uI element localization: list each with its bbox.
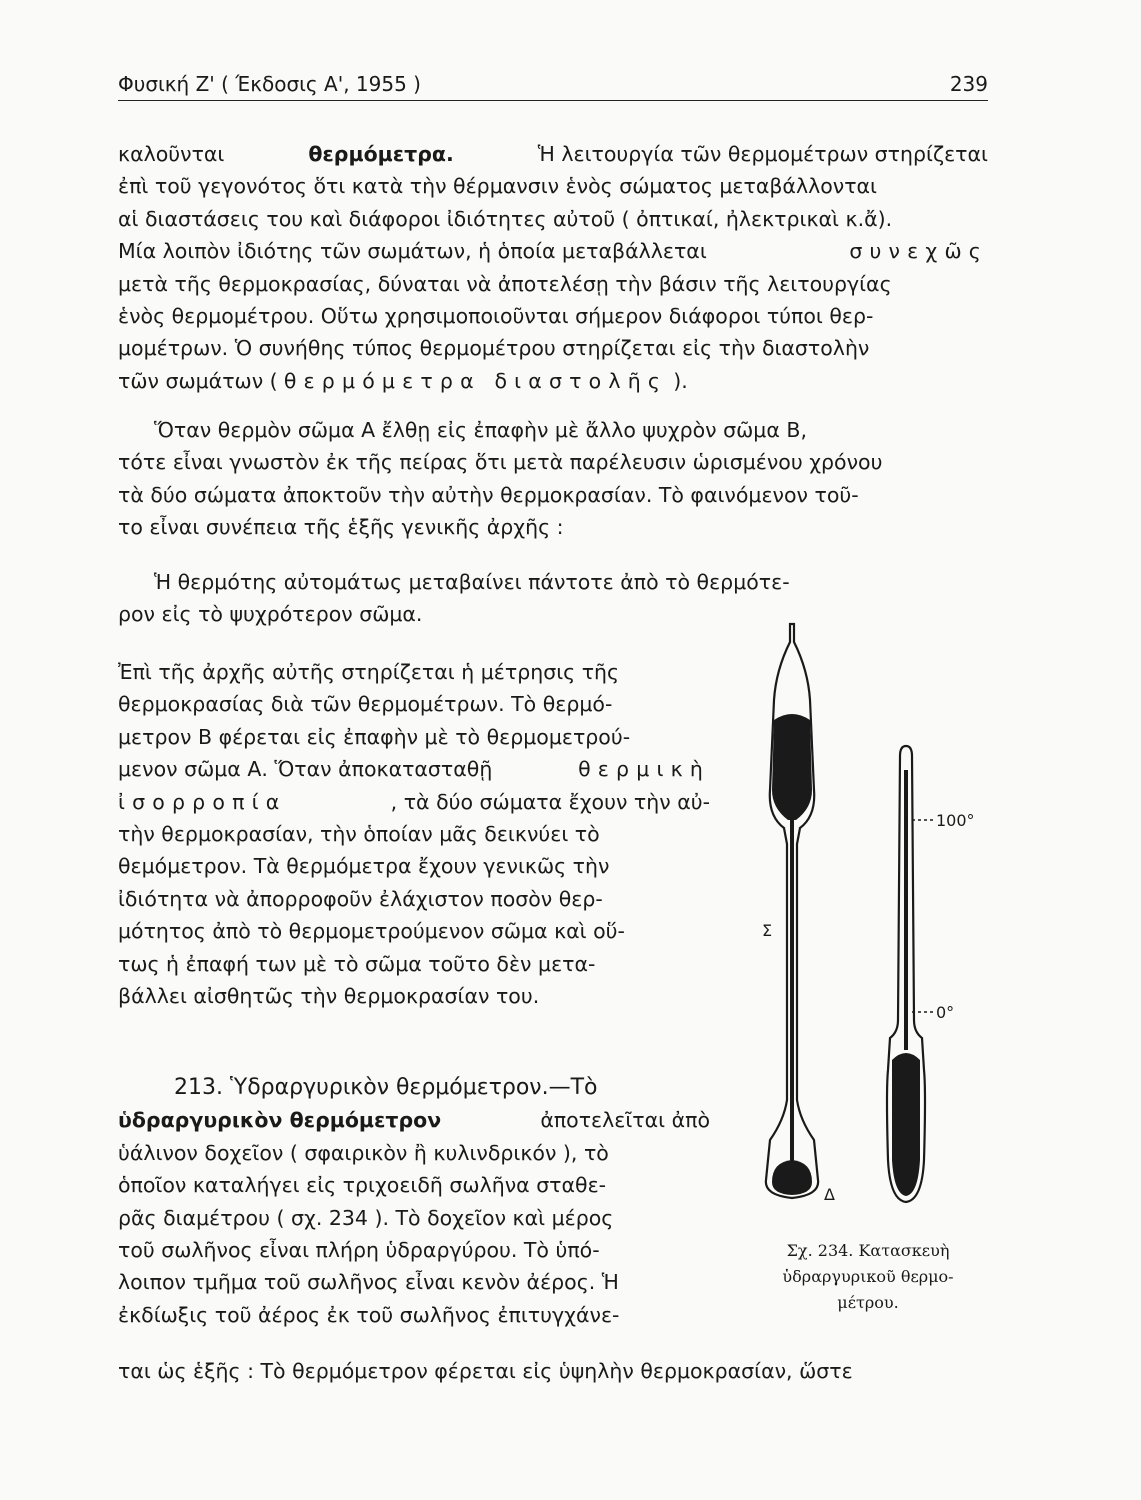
text-segment: ὑάλινον δοχεῖον ( σφαιρικὸν ἢ κυλινδρικόν ), τὸ (118, 1140, 609, 1165)
section-213-final-line (118, 1355, 988, 1387)
thermometer-figure (740, 620, 1000, 1260)
text-line (118, 138, 988, 170)
text-line (118, 479, 988, 511)
bold-term: θερμόμετρα. (308, 142, 454, 166)
label-sigma: Σ (762, 921, 773, 940)
text-line (118, 268, 988, 300)
text-segment: ἑνὸς θερμομέτρου. Οὕτω χρησιμοποιοῦνται σήμερον διάφοροι τύποι θερ- (118, 304, 874, 329)
text-line (118, 235, 988, 267)
scaled-bulb-mercury (892, 1053, 920, 1196)
text-line (118, 300, 988, 332)
paragraph-contact-bodies (118, 414, 988, 544)
text-segment: Ἡ θερμότης αὐτομάτως μεταβαίνει πάντοτε ἀπὸ τὸ θερμότε- (154, 570, 790, 594)
capillary-column (790, 820, 794, 1175)
spaced-term: ἰσορροπία (118, 789, 287, 814)
mark-100-label: 100° (936, 811, 975, 830)
upper-mercury (772, 714, 812, 820)
text-line (118, 721, 710, 753)
text-line (118, 414, 988, 446)
section-title: 213. Ὑδραργυρικὸν θερμόμετρον.—Τὸ (174, 1075, 598, 1100)
text-line (118, 850, 710, 882)
text-line (118, 203, 988, 235)
caption-line: ὑδραργυρικοῦ θερμο- (782, 1267, 954, 1286)
text-segment: τὴν θερμοκρασίαν, τὴν ὁποίαν μᾶς δεικνύει τὸ (118, 822, 600, 847)
text-segment: , τὰ δύο σώματα ἔχουν τὴν αὐ- (390, 789, 710, 814)
text-line (118, 818, 710, 850)
text-line (118, 446, 988, 478)
text-segment: τῶν σωμάτων ( (118, 368, 278, 393)
text-segment: τως ἡ ἐπαφή των μὲ τὸ σῶμα τοῦτο δὲν μετα- (118, 951, 596, 976)
text-line (118, 170, 988, 202)
text-line (118, 511, 988, 543)
text-line (118, 948, 710, 980)
text-segment: καλοῦνται (118, 142, 225, 166)
section-213 (118, 1072, 710, 1331)
text-segment: ). (673, 368, 688, 393)
bulb-mercury (772, 1160, 812, 1195)
text-segment: μότητος ἀπὸ τὸ θερμομετρούμενον σῶμα καὶ οὕ- (118, 919, 625, 944)
text-segment: τότε εἶναι γνωστὸν ἐκ τῆς πείρας ὅτι μετὰ παρέλευσιν ὡρισμένου χρόνου (118, 450, 883, 475)
text-segment: ἐκδίωξις τοῦ ἀέρος ἐκ τοῦ σωλῆνος ἐπιτυγχάνε- (118, 1302, 620, 1327)
spaced-term: συνεχῶς (849, 239, 988, 264)
scaled-column (904, 770, 908, 1050)
text-line (118, 566, 988, 598)
text-segment: τὰ δύο σώματα ἀποκτοῦν τὴν αὐτὴν θερμοκρασίαν. Τὸ φαινόμενον τοῦ- (118, 482, 859, 507)
text-line (118, 1202, 710, 1234)
text-segment: το εἶναι συνέπεια τῆς ἑξῆς γενικῆς ἀρχῆς : (118, 515, 564, 540)
text-line (118, 656, 710, 688)
text-line (118, 915, 710, 947)
text-segment: αἱ διαστάσεις του καὶ διάφοροι ἰδιότητες αὐτοῦ ( ὀπτικαί, ἠλεκτρικαὶ κ.ἄ). (118, 206, 893, 231)
text-segment: λοιπον τμῆμα τοῦ σωλῆνος εἶναι κενὸν ἀέρος. Ἡ (118, 1270, 619, 1295)
text-segment: ἐπὶ τοῦ γεγονότος ὅτι κατὰ τὴν θέρμανσιν ἑνὸς σώματος μεταβάλλονται (118, 174, 877, 199)
text-line (118, 1355, 988, 1387)
running-header (118, 70, 988, 101)
text-line (118, 1234, 710, 1266)
text-line (118, 1299, 710, 1331)
figure-caption (748, 1238, 988, 1316)
text-segment: μενον σῶμα Α. Ὅταν ἀποκατασταθῇ (118, 757, 493, 782)
text-segment: θεμόμετρον. Τὰ θερμόμετρα ἔχουν γενικῶς τὴν (118, 854, 610, 879)
text-segment: ὁποῖον καταλήγει εἰς τριχοειδῆ σωλῆνα σταθε- (118, 1173, 607, 1198)
paragraph-thermometers-intro (118, 138, 988, 397)
scaled-thermometer (887, 746, 975, 1202)
text-line (118, 980, 710, 1012)
caption-line: μέτρου. (837, 1293, 899, 1312)
text-segment: ται ὡς ἑξῆς : Τὸ θερμόμετρον φέρεται εἰς ὑψηλὴν θερμοκρασίαν, ὥστε (118, 1359, 853, 1383)
text-segment: ἀποτελεῖται ἀπὸ (540, 1108, 710, 1133)
text-line (118, 365, 988, 397)
label-delta: Δ (824, 1185, 835, 1204)
text-segment: ἰδιότητα νὰ ἀπορροφοῦν ἐλάχιστον ποσὸν θερ- (118, 886, 603, 911)
header-title: Φυσική Ζ' ( Έκδοσις Α', 1955 ) (118, 72, 421, 96)
spaced-term: θερμόμετρα διαστολῆς (283, 368, 668, 393)
caption-line: Σχ. 234. Κατασκευὴ (786, 1241, 950, 1260)
text-line (118, 786, 710, 818)
text-segment: τοῦ σωλῆνος εἶναι πλήρη ὑδραργύρου. Τὸ ὑπό- (118, 1238, 600, 1263)
text-segment: ρον εἰς τὸ ψυχρότερον σῶμα. (118, 602, 423, 627)
text-line (118, 1266, 710, 1298)
text-segment: Μία λοιπὸν ἰδιότης τῶν σωμάτων, ἡ ὁποία μεταβάλλεται (118, 239, 707, 264)
mark-0-label: 0° (936, 1003, 955, 1022)
section-heading (118, 1072, 710, 1104)
bold-term: ὑδραργυρικὸν θερμόμετρον (118, 1108, 442, 1133)
text-segment: Ἐπὶ τῆς ἀρχῆς αὐτῆς στηρίζεται ἡ μέτρησις τῆς (118, 660, 620, 684)
text-segment: μομέτρων. Ὁ συνήθης τύπος θερμομέτρου στηρίζεται εἰς τὴν διαστολὴν (118, 336, 870, 361)
text-line (118, 1137, 710, 1169)
text-segment: ρᾶς διαμέτρου ( σχ. 234 ). Τὸ δοχεῖον καὶ μέρος (118, 1205, 614, 1230)
text-line (118, 688, 710, 720)
text-segment: μετὰ τῆς θερμοκρασίας, δύναται νὰ ἀποτελέσῃ τὴν βάσιν τῆς λειτουργίας (118, 271, 892, 296)
text-segment: βάλλει αἰσθητῶς τὴν θερμοκρασίαν του. (118, 984, 540, 1009)
text-line (118, 332, 988, 364)
text-segment: Ὅταν θερμὸν σῶμα Α ἔλθῃ εἰς ἐπαφὴν μὲ ἄλλο ψυχρὸν σῶμα Β, (154, 418, 807, 442)
text-line (118, 883, 710, 915)
paragraph-thermal-equilibrium (118, 656, 710, 1012)
text-segment: Ἡ λειτουργία τῶν θερμομέτρων στηρίζεται (537, 142, 988, 166)
spaced-term: θερμικὴ (578, 757, 710, 782)
text-line (118, 1104, 710, 1136)
text-line (118, 753, 710, 785)
text-segment: θερμοκρασίας διὰ τῶν θερμομέτρων. Τὸ θερμό- (118, 692, 613, 717)
text-segment: μετρον Β φέρεται εἰς ἐπαφὴν μὲ τὸ θερμομετρού- (118, 724, 631, 749)
text-line (118, 1169, 710, 1201)
page-number: 239 (949, 72, 988, 96)
construction-thermometer (762, 624, 835, 1204)
